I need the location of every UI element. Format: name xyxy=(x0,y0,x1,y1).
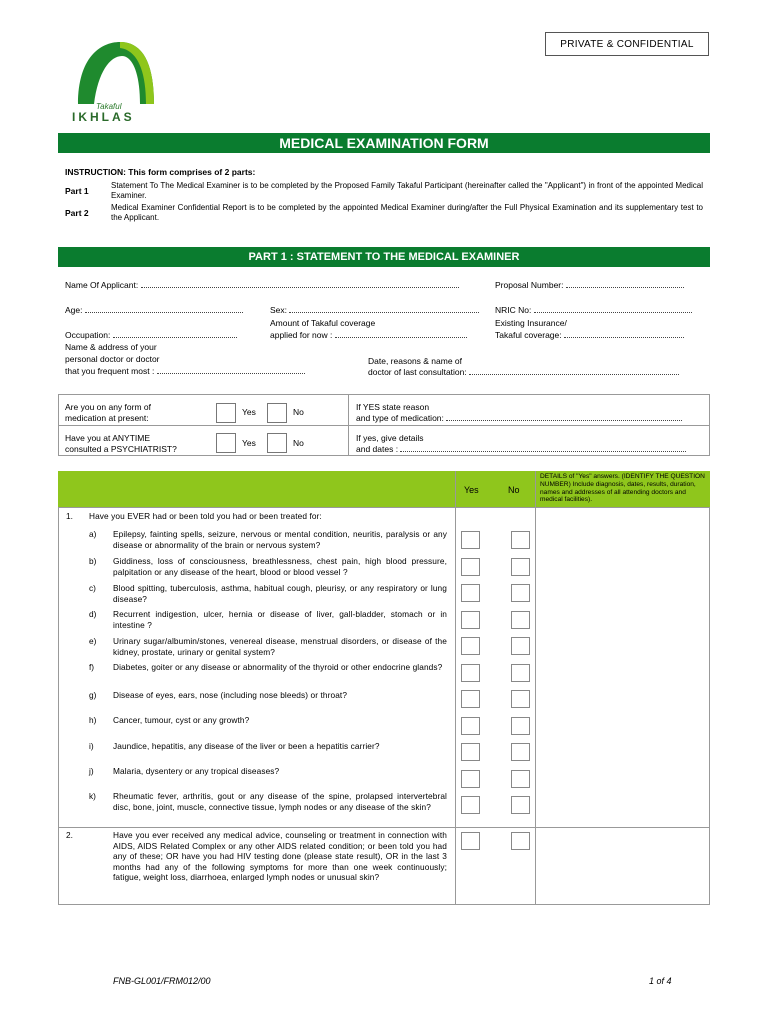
part2-label: Part 2 xyxy=(65,208,89,218)
question-2-text: Have you ever received any medical advice, counseling or treatment in connection with AIDS, AIDS Related Complex or any other AIDS related condition; or been told you had any of these; OR have you had HIV testing done (please state result), OR in the last 3 months had any of the following symptoms for more than one week continuously; fatigue, weight loss, diarrhoea, enlarged lymph nodes or unusual skin? xyxy=(113,830,447,882)
nric-label: NRIC No: xyxy=(495,305,532,315)
medication-no-label: No xyxy=(293,407,304,417)
question-1-item-no-checkbox[interactable] xyxy=(511,637,530,655)
divider xyxy=(348,394,349,456)
question-1-item-letter: f) xyxy=(89,662,95,672)
question-2-no-checkbox[interactable] xyxy=(511,832,530,850)
existing-coverage-field[interactable] xyxy=(495,330,684,340)
divider xyxy=(58,507,710,508)
part1-title: PART 1 : STATEMENT TO THE MEDICAL EXAMINER xyxy=(58,247,710,267)
question-1-item-yes-checkbox[interactable] xyxy=(461,611,480,629)
question-1-item-text: Rheumatic fever, arthritis, gout or any disease of the spine, prolapsed intervertebral disc, bone, joint, muscle, connective tissue, lymph nodes or any disease of the skin? xyxy=(113,791,447,812)
question-1-item-yes-checkbox[interactable] xyxy=(461,637,480,655)
psychiatrist-details-line[interactable] xyxy=(400,444,686,452)
question-1-item-yes-checkbox[interactable] xyxy=(461,743,480,761)
amount-field[interactable] xyxy=(270,330,467,340)
amount-label-line2: applied for now : xyxy=(270,330,333,340)
details-column-header: DETAILS of "Yes" answers. (IDENTIFY THE QUESTION NUMBER) Include diagnosis, dates, results, duration, names and addresses of all attending doctors and medical facilities). xyxy=(540,473,705,504)
occupation-line[interactable] xyxy=(113,330,237,338)
medication-q-line1: Are you on any form of xyxy=(65,402,151,412)
psychiatrist-details-label2: and dates : xyxy=(356,444,399,454)
yes-column-header: Yes xyxy=(464,485,479,495)
psychiatrist-details-field[interactable] xyxy=(356,444,686,454)
no-column-header: No xyxy=(508,485,520,495)
medication-reason-field[interactable] xyxy=(356,413,682,423)
logo-big-text: IKHLAS xyxy=(72,110,135,124)
question-1-item-letter: j) xyxy=(89,766,94,776)
question-1-item-no-checkbox[interactable] xyxy=(511,558,530,576)
question-1-item-letter: g) xyxy=(89,690,97,700)
question-1-item-letter: a) xyxy=(89,529,97,539)
age-label: Age: xyxy=(65,305,83,315)
medication-reason-label1: If YES state reason xyxy=(356,402,430,412)
question-1-item-letter: k) xyxy=(89,791,96,801)
part2-description: Medical Examiner Confidential Report is to be completed by the appointed Medical Examiner during/after the Full Physical Examination and its supplementary test to the Applicant. xyxy=(111,203,703,222)
divider xyxy=(455,471,456,905)
nric-field[interactable] xyxy=(495,305,692,315)
divider xyxy=(58,827,710,828)
proposal-label: Proposal Number: xyxy=(495,280,564,290)
divider xyxy=(58,425,710,426)
question-2-number: 2. xyxy=(66,830,73,840)
psychiatrist-details-label1: If yes, give details xyxy=(356,433,424,443)
question-1-item-text: Diabetes, goiter or any disease or abnormality of the thyroid or other endocrine glands? xyxy=(113,662,443,672)
question-1-item-text: Blood spitting, tuberculosis, asthma, habitual cough, pleurisy, or any respiratory or lung disease? xyxy=(113,583,447,604)
question-1-item-no-checkbox[interactable] xyxy=(511,611,530,629)
age-line[interactable] xyxy=(85,305,243,313)
psychiatrist-no-checkbox[interactable] xyxy=(267,433,287,453)
page-number: 1 of 4 xyxy=(649,976,672,986)
question-1-item-yes-checkbox[interactable] xyxy=(461,531,480,549)
question-1-item-letter: d) xyxy=(89,609,97,619)
question-1-item-no-checkbox[interactable] xyxy=(511,770,530,788)
question-1-item-text: Urinary sugar/albumin/stones, venereal disease, menstrual disorders, or disease of the kidney, prostate, urinary or genital system? xyxy=(113,636,447,657)
question-1-item-no-checkbox[interactable] xyxy=(511,717,530,735)
question-1-item-no-checkbox[interactable] xyxy=(511,690,530,708)
medication-yes-label: Yes xyxy=(242,407,256,417)
logo-small-text: Takaful xyxy=(96,102,122,111)
question-1-item-letter: c) xyxy=(89,583,96,593)
age-field[interactable] xyxy=(65,305,243,315)
question-1-item-text: Malaria, dysentery or any tropical diseases? xyxy=(113,766,280,776)
medication-yes-checkbox[interactable] xyxy=(216,403,236,423)
last-consultation-field[interactable] xyxy=(368,367,679,377)
question-1-item-letter: i) xyxy=(89,741,94,751)
proposal-number-field[interactable] xyxy=(495,280,684,290)
name-label: Name Of Applicant: xyxy=(65,280,139,290)
occupation-field[interactable] xyxy=(65,330,237,340)
takaful-ikhlas-logo xyxy=(70,38,160,128)
question-1-item-no-checkbox[interactable] xyxy=(511,796,530,814)
part1-label: Part 1 xyxy=(65,186,89,196)
nric-line[interactable] xyxy=(534,305,692,313)
doctor-label-line1: Name & address of your xyxy=(65,342,157,352)
sex-label: Sex: xyxy=(270,305,288,315)
psychiatrist-yes-checkbox[interactable] xyxy=(216,433,236,453)
question-1-item-no-checkbox[interactable] xyxy=(511,664,530,682)
personal-doctor-field[interactable] xyxy=(65,366,305,376)
divider xyxy=(535,471,536,905)
sex-line[interactable] xyxy=(289,305,479,313)
psychiatrist-q-line1: Have you at ANYTIME xyxy=(65,433,151,443)
form-title: MEDICAL EXAMINATION FORM xyxy=(58,133,710,153)
consult-label-line2: doctor of last consultation: xyxy=(368,367,467,377)
question-1-item-yes-checkbox[interactable] xyxy=(461,796,480,814)
question-1-item-letter: h) xyxy=(89,715,97,725)
name-line[interactable] xyxy=(141,280,459,288)
question-1-item-yes-checkbox[interactable] xyxy=(461,690,480,708)
form-code: FNB-GL001/FRM012/00 xyxy=(113,976,211,986)
question-1-item-text: Disease of eyes, ears, nose (including nose bleeds) or throat? xyxy=(113,690,348,700)
psychiatrist-q-line2: consulted a PSYCHIATRIST? xyxy=(65,444,177,454)
question-1-item-no-checkbox[interactable] xyxy=(511,531,530,549)
psychiatrist-yes-label: Yes xyxy=(242,438,256,448)
part1-description: Statement To The Medical Examiner is to be completed by the Proposed Family Takaful Participant (hereinafter called the "Applicant") in front of the appointed Medical Examiner. xyxy=(111,181,703,200)
existing-label-line1: Existing Insurance/ xyxy=(495,318,567,328)
question-1-item-no-checkbox[interactable] xyxy=(511,584,530,602)
question-1-number: 1. xyxy=(66,511,73,521)
medication-reason-label2: and type of medication: xyxy=(356,413,444,423)
doctor-label-line2: personal doctor or doctor xyxy=(65,354,160,364)
question-1-item-yes-checkbox[interactable] xyxy=(461,584,480,602)
question-1-item-yes-checkbox[interactable] xyxy=(461,558,480,576)
question-1-item-no-checkbox[interactable] xyxy=(511,743,530,761)
doctor-line[interactable] xyxy=(157,366,305,374)
sex-field[interactable] xyxy=(270,305,479,315)
amount-line[interactable] xyxy=(335,330,467,338)
existing-line[interactable] xyxy=(564,330,684,338)
consult-line[interactable] xyxy=(469,367,679,375)
question-1-item-yes-checkbox[interactable] xyxy=(461,770,480,788)
existing-label-line2: Takaful coverage: xyxy=(495,330,562,340)
name-of-applicant-field[interactable] xyxy=(65,280,459,290)
question-1-item-yes-checkbox[interactable] xyxy=(461,664,480,682)
instruction-title: INSTRUCTION: This form comprises of 2 parts: xyxy=(65,167,256,177)
question-1-item-yes-checkbox[interactable] xyxy=(461,717,480,735)
question-1-item-letter: e) xyxy=(89,636,97,646)
proposal-line[interactable] xyxy=(566,280,684,288)
question-1-item-text: Cancer, tumour, cyst or any growth? xyxy=(113,715,250,725)
question-2-yes-checkbox[interactable] xyxy=(461,832,480,850)
question-1-item-text: Giddiness, loss of consciousness, breathlessness, chest pain, high blood pressure, palpitation or any disease of the heart, blood or blood vessel ? xyxy=(113,556,447,577)
question-1-item-text: Epilepsy, fainting spells, seizure, nervous or mental condition, neuritis, paralysis or any disease or abnormality of the brain or nervous system? xyxy=(113,529,447,550)
question-1-item-letter: b) xyxy=(89,556,97,566)
occupation-label: Occupation: xyxy=(65,330,111,340)
amount-label-line1: Amount of Takaful coverage xyxy=(270,318,376,328)
medication-reason-line[interactable] xyxy=(446,413,682,421)
doctor-label-line3: that you frequent most : xyxy=(65,366,155,376)
question-1-item-text: Recurrent indigestion, ulcer, hernia or disease of liver, gall-bladder, stomach or in intestine ? xyxy=(113,609,447,630)
medication-no-checkbox[interactable] xyxy=(267,403,287,423)
consult-label-line1: Date, reasons & name of xyxy=(368,356,463,366)
confidential-label: PRIVATE & CONFIDENTIAL xyxy=(545,32,709,56)
question-1-text: Have you EVER had or been told you had or been treated for: xyxy=(89,511,322,521)
question-1-item-text: Jaundice, hepatitis, any disease of the liver or been a hepatitis carrier? xyxy=(113,741,380,751)
psychiatrist-no-label: No xyxy=(293,438,304,448)
medication-q-line2: medication at present: xyxy=(65,413,149,423)
